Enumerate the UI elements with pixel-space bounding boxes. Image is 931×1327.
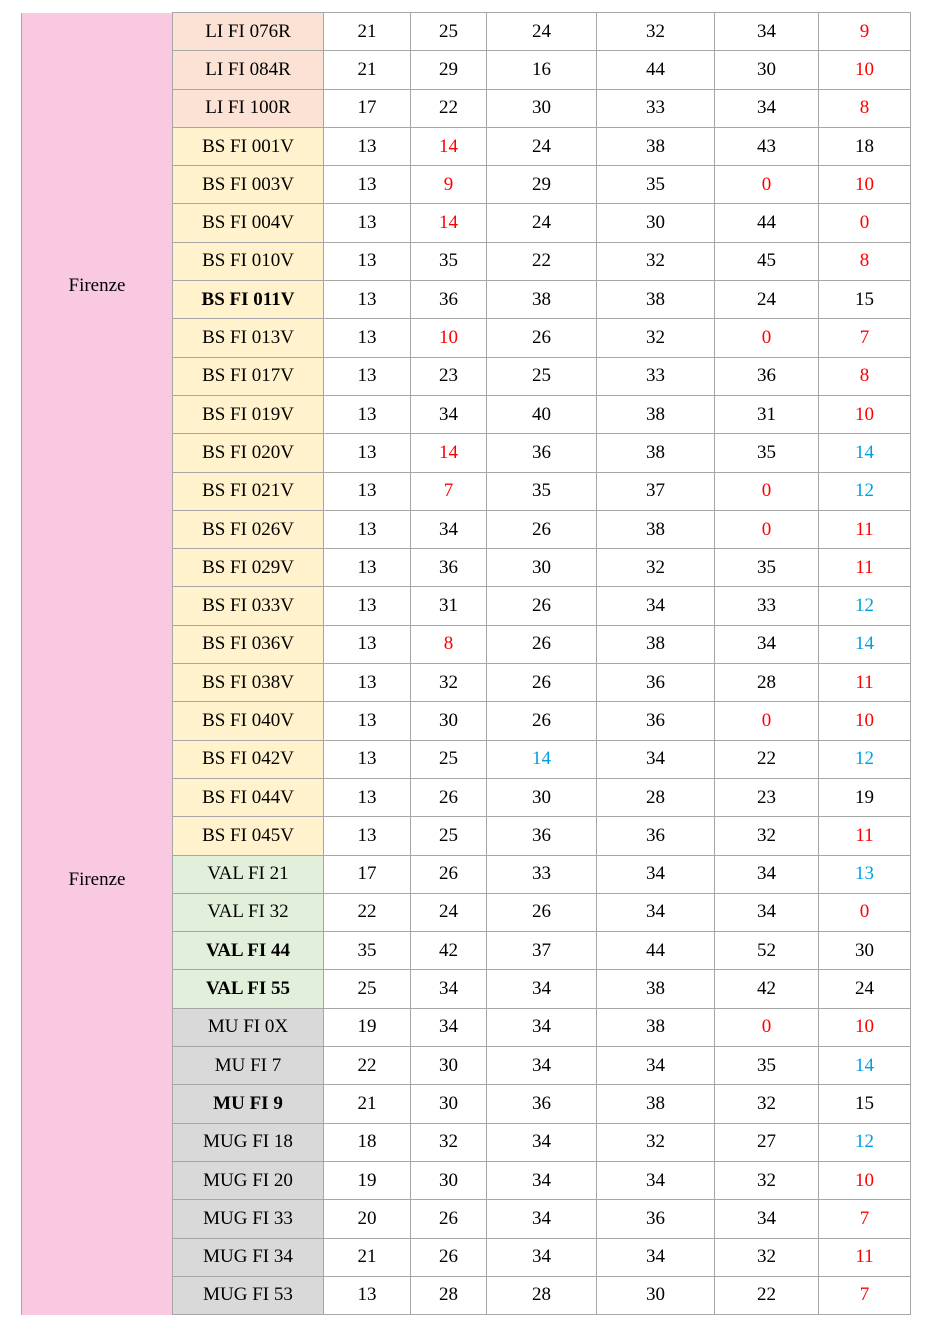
value-cell: 20 <box>324 1200 411 1238</box>
value-cell: 34 <box>487 1123 597 1161</box>
value-cell: 11 <box>819 664 911 702</box>
value-cell: 26 <box>411 855 487 893</box>
value-cell: 25 <box>411 13 487 51</box>
value-cell: 34 <box>487 1047 597 1085</box>
value-cell: 33 <box>597 357 715 395</box>
value-cell: 10 <box>819 1161 911 1199</box>
value-cell: 30 <box>819 932 911 970</box>
value-cell: 12 <box>819 587 911 625</box>
site-code-cell: MUG FI 33 <box>173 1200 324 1238</box>
value-cell: 36 <box>411 549 487 587</box>
value-cell: 34 <box>411 970 487 1008</box>
value-cell: 38 <box>597 434 715 472</box>
site-code-cell: BS FI 021V <box>173 472 324 510</box>
value-cell: 7 <box>819 1276 911 1314</box>
value-cell: 10 <box>819 51 911 89</box>
value-cell: 42 <box>715 970 819 1008</box>
value-cell: 10 <box>819 166 911 204</box>
value-cell: 11 <box>819 549 911 587</box>
value-cell: 14 <box>411 434 487 472</box>
value-cell: 26 <box>487 893 597 931</box>
value-cell: 23 <box>411 357 487 395</box>
value-cell: 13 <box>324 434 411 472</box>
value-cell: 0 <box>715 702 819 740</box>
value-cell: 25 <box>411 817 487 855</box>
value-cell: 26 <box>487 510 597 548</box>
site-code-cell: VAL FI 44 <box>173 932 324 970</box>
value-cell: 13 <box>324 395 411 433</box>
site-code-cell: BS FI 033V <box>173 587 324 625</box>
value-cell: 13 <box>819 855 911 893</box>
value-cell: 10 <box>819 395 911 433</box>
value-cell: 26 <box>487 702 597 740</box>
table-row <box>22 13 911 51</box>
value-cell: 19 <box>324 1161 411 1199</box>
value-cell: 36 <box>597 664 715 702</box>
value-cell: 29 <box>411 51 487 89</box>
site-code-cell: MUG FI 34 <box>173 1238 324 1276</box>
value-cell: 30 <box>715 51 819 89</box>
value-cell: 32 <box>715 1161 819 1199</box>
value-cell: 19 <box>819 778 911 816</box>
value-cell: 7 <box>819 1200 911 1238</box>
region-label: Firenze <box>68 274 126 296</box>
value-cell: 35 <box>715 1047 819 1085</box>
value-cell: 8 <box>411 625 487 663</box>
value-cell: 31 <box>715 395 819 433</box>
value-cell: 13 <box>324 510 411 548</box>
value-cell: 33 <box>597 89 715 127</box>
value-cell: 32 <box>411 1123 487 1161</box>
value-cell: 30 <box>411 1085 487 1123</box>
site-code-cell: BS FI 020V <box>173 434 324 472</box>
value-cell: 12 <box>819 740 911 778</box>
value-cell: 0 <box>819 204 911 242</box>
site-code-cell: BS FI 029V <box>173 549 324 587</box>
value-cell: 34 <box>715 13 819 51</box>
value-cell: 22 <box>487 242 597 280</box>
value-cell: 13 <box>324 549 411 587</box>
value-cell: 12 <box>819 1123 911 1161</box>
value-cell: 14 <box>411 204 487 242</box>
value-cell: 0 <box>715 319 819 357</box>
value-cell: 34 <box>597 740 715 778</box>
value-cell: 34 <box>487 1161 597 1199</box>
value-cell: 52 <box>715 932 819 970</box>
value-cell: 38 <box>597 510 715 548</box>
value-cell: 35 <box>597 166 715 204</box>
value-cell: 34 <box>597 1238 715 1276</box>
value-cell: 22 <box>411 89 487 127</box>
value-cell: 14 <box>819 434 911 472</box>
site-code-cell: BS FI 017V <box>173 357 324 395</box>
value-cell: 32 <box>597 13 715 51</box>
value-cell: 36 <box>487 1085 597 1123</box>
value-cell: 34 <box>487 1008 597 1046</box>
value-cell: 23 <box>715 778 819 816</box>
value-cell: 14 <box>819 1047 911 1085</box>
value-cell: 34 <box>715 855 819 893</box>
value-cell: 30 <box>487 778 597 816</box>
value-cell: 34 <box>487 1238 597 1276</box>
site-code-cell: BS FI 001V <box>173 127 324 165</box>
site-code-cell: BS FI 045V <box>173 817 324 855</box>
value-cell: 30 <box>597 204 715 242</box>
value-cell: 34 <box>715 625 819 663</box>
value-cell: 15 <box>819 1085 911 1123</box>
value-cell: 33 <box>715 587 819 625</box>
value-cell: 30 <box>411 1047 487 1085</box>
value-cell: 38 <box>597 625 715 663</box>
value-cell: 13 <box>324 1276 411 1314</box>
value-cell: 36 <box>597 702 715 740</box>
value-cell: 28 <box>411 1276 487 1314</box>
value-cell: 35 <box>487 472 597 510</box>
value-cell: 35 <box>324 932 411 970</box>
site-code-cell: MUG FI 18 <box>173 1123 324 1161</box>
value-cell: 35 <box>411 242 487 280</box>
value-cell: 27 <box>715 1123 819 1161</box>
value-cell: 11 <box>819 817 911 855</box>
value-cell: 34 <box>597 587 715 625</box>
site-code-cell: MU FI 7 <box>173 1047 324 1085</box>
value-cell: 34 <box>715 1200 819 1238</box>
value-cell: 10 <box>819 1008 911 1046</box>
value-cell: 13 <box>324 242 411 280</box>
value-cell: 13 <box>324 740 411 778</box>
value-cell: 29 <box>487 166 597 204</box>
value-cell: 24 <box>487 127 597 165</box>
value-cell: 0 <box>715 472 819 510</box>
value-cell: 13 <box>324 319 411 357</box>
value-cell: 44 <box>597 51 715 89</box>
site-code-cell: VAL FI 21 <box>173 855 324 893</box>
value-cell: 25 <box>487 357 597 395</box>
value-cell: 15 <box>819 281 911 319</box>
site-code-cell: MUG FI 53 <box>173 1276 324 1314</box>
value-cell: 30 <box>597 1276 715 1314</box>
value-cell: 34 <box>597 893 715 931</box>
value-cell: 18 <box>324 1123 411 1161</box>
value-cell: 32 <box>715 1085 819 1123</box>
value-cell: 34 <box>411 510 487 548</box>
value-cell: 0 <box>819 893 911 931</box>
value-cell: 32 <box>715 1238 819 1276</box>
value-cell: 12 <box>819 472 911 510</box>
value-cell: 21 <box>324 13 411 51</box>
value-cell: 36 <box>597 817 715 855</box>
region-cell <box>22 13 173 1315</box>
value-cell: 8 <box>819 89 911 127</box>
value-cell: 24 <box>715 281 819 319</box>
value-cell: 24 <box>411 893 487 931</box>
value-cell: 13 <box>324 281 411 319</box>
value-cell: 34 <box>715 893 819 931</box>
site-code-cell: LI FI 076R <box>173 13 324 51</box>
value-cell: 36 <box>715 357 819 395</box>
value-cell: 31 <box>411 587 487 625</box>
value-cell: 38 <box>597 281 715 319</box>
value-cell: 36 <box>487 434 597 472</box>
value-cell: 14 <box>487 740 597 778</box>
value-cell: 24 <box>819 970 911 1008</box>
value-cell: 26 <box>411 778 487 816</box>
value-cell: 44 <box>715 204 819 242</box>
table-body <box>22 13 911 1315</box>
value-cell: 36 <box>411 281 487 319</box>
value-cell: 11 <box>819 510 911 548</box>
value-cell: 25 <box>324 970 411 1008</box>
value-cell: 19 <box>324 1008 411 1046</box>
site-code-cell: BS FI 036V <box>173 625 324 663</box>
site-code-cell: BS FI 040V <box>173 702 324 740</box>
value-cell: 28 <box>597 778 715 816</box>
site-code-cell: VAL FI 32 <box>173 893 324 931</box>
site-code-cell: BS FI 004V <box>173 204 324 242</box>
value-cell: 40 <box>487 395 597 433</box>
value-cell: 21 <box>324 51 411 89</box>
value-cell: 34 <box>715 89 819 127</box>
value-cell: 30 <box>411 702 487 740</box>
value-cell: 37 <box>597 472 715 510</box>
value-cell: 26 <box>487 625 597 663</box>
value-cell: 34 <box>487 1200 597 1238</box>
value-cell: 13 <box>324 166 411 204</box>
value-cell: 13 <box>324 127 411 165</box>
value-cell: 43 <box>715 127 819 165</box>
value-cell: 26 <box>487 319 597 357</box>
value-cell: 34 <box>411 395 487 433</box>
value-cell: 7 <box>819 319 911 357</box>
value-cell: 14 <box>819 625 911 663</box>
site-code-cell: BS FI 042V <box>173 740 324 778</box>
site-code-cell: BS FI 026V <box>173 510 324 548</box>
site-code-cell: VAL FI 55 <box>173 970 324 1008</box>
value-cell: 8 <box>819 357 911 395</box>
value-cell: 22 <box>715 1276 819 1314</box>
value-cell: 26 <box>487 664 597 702</box>
value-cell: 21 <box>324 1085 411 1123</box>
value-cell: 34 <box>411 1008 487 1046</box>
value-cell: 8 <box>819 242 911 280</box>
site-code-cell: BS FI 003V <box>173 166 324 204</box>
value-cell: 25 <box>411 740 487 778</box>
value-cell: 32 <box>597 1123 715 1161</box>
site-code-cell: MU FI 0X <box>173 1008 324 1046</box>
value-cell: 13 <box>324 204 411 242</box>
value-cell: 9 <box>819 13 911 51</box>
value-cell: 14 <box>411 127 487 165</box>
site-code-cell: BS FI 011V <box>173 281 324 319</box>
data-table <box>21 12 911 1315</box>
site-code-cell: BS FI 019V <box>173 395 324 433</box>
value-cell: 30 <box>411 1161 487 1199</box>
value-cell: 10 <box>411 319 487 357</box>
value-cell: 13 <box>324 472 411 510</box>
value-cell: 13 <box>324 664 411 702</box>
value-cell: 26 <box>411 1238 487 1276</box>
value-cell: 34 <box>597 1047 715 1085</box>
site-code-cell: LI FI 084R <box>173 51 324 89</box>
value-cell: 36 <box>597 1200 715 1238</box>
value-cell: 17 <box>324 89 411 127</box>
value-cell: 0 <box>715 510 819 548</box>
value-cell: 28 <box>715 664 819 702</box>
value-cell: 11 <box>819 1238 911 1276</box>
value-cell: 28 <box>487 1276 597 1314</box>
value-cell: 33 <box>487 855 597 893</box>
value-cell: 13 <box>324 625 411 663</box>
value-cell: 10 <box>819 702 911 740</box>
site-code-cell: LI FI 100R <box>173 89 324 127</box>
value-cell: 24 <box>487 13 597 51</box>
site-code-cell: BS FI 010V <box>173 242 324 280</box>
value-cell: 17 <box>324 855 411 893</box>
value-cell: 16 <box>487 51 597 89</box>
value-cell: 13 <box>324 702 411 740</box>
site-code-cell: BS FI 013V <box>173 319 324 357</box>
value-cell: 44 <box>597 932 715 970</box>
value-cell: 32 <box>715 817 819 855</box>
value-cell: 26 <box>487 587 597 625</box>
value-cell: 35 <box>715 549 819 587</box>
value-cell: 38 <box>597 1085 715 1123</box>
value-cell: 38 <box>597 395 715 433</box>
value-cell: 38 <box>597 127 715 165</box>
value-cell: 38 <box>487 281 597 319</box>
value-cell: 34 <box>487 970 597 1008</box>
value-cell: 30 <box>487 549 597 587</box>
value-cell: 22 <box>324 1047 411 1085</box>
value-cell: 22 <box>324 893 411 931</box>
value-cell: 30 <box>487 89 597 127</box>
value-cell: 18 <box>819 127 911 165</box>
value-cell: 26 <box>411 1200 487 1238</box>
value-cell: 36 <box>487 817 597 855</box>
value-cell: 13 <box>324 817 411 855</box>
value-cell: 7 <box>411 472 487 510</box>
value-cell: 42 <box>411 932 487 970</box>
site-code-cell: MUG FI 20 <box>173 1161 324 1199</box>
value-cell: 45 <box>715 242 819 280</box>
site-code-cell: BS FI 044V <box>173 778 324 816</box>
value-cell: 37 <box>487 932 597 970</box>
value-cell: 22 <box>715 740 819 778</box>
value-cell: 9 <box>411 166 487 204</box>
region-label: Firenze <box>68 868 126 890</box>
value-cell: 32 <box>411 664 487 702</box>
value-cell: 32 <box>597 242 715 280</box>
value-cell: 24 <box>487 204 597 242</box>
site-code-cell: BS FI 038V <box>173 664 324 702</box>
value-cell: 21 <box>324 1238 411 1276</box>
value-cell: 35 <box>715 434 819 472</box>
value-cell: 34 <box>597 1161 715 1199</box>
value-cell: 38 <box>597 970 715 1008</box>
value-cell: 32 <box>597 319 715 357</box>
value-cell: 13 <box>324 587 411 625</box>
value-cell: 0 <box>715 166 819 204</box>
value-cell: 34 <box>597 855 715 893</box>
value-cell: 13 <box>324 778 411 816</box>
site-code-cell: MU FI 9 <box>173 1085 324 1123</box>
value-cell: 0 <box>715 1008 819 1046</box>
value-cell: 38 <box>597 1008 715 1046</box>
value-cell: 13 <box>324 357 411 395</box>
value-cell: 32 <box>597 549 715 587</box>
